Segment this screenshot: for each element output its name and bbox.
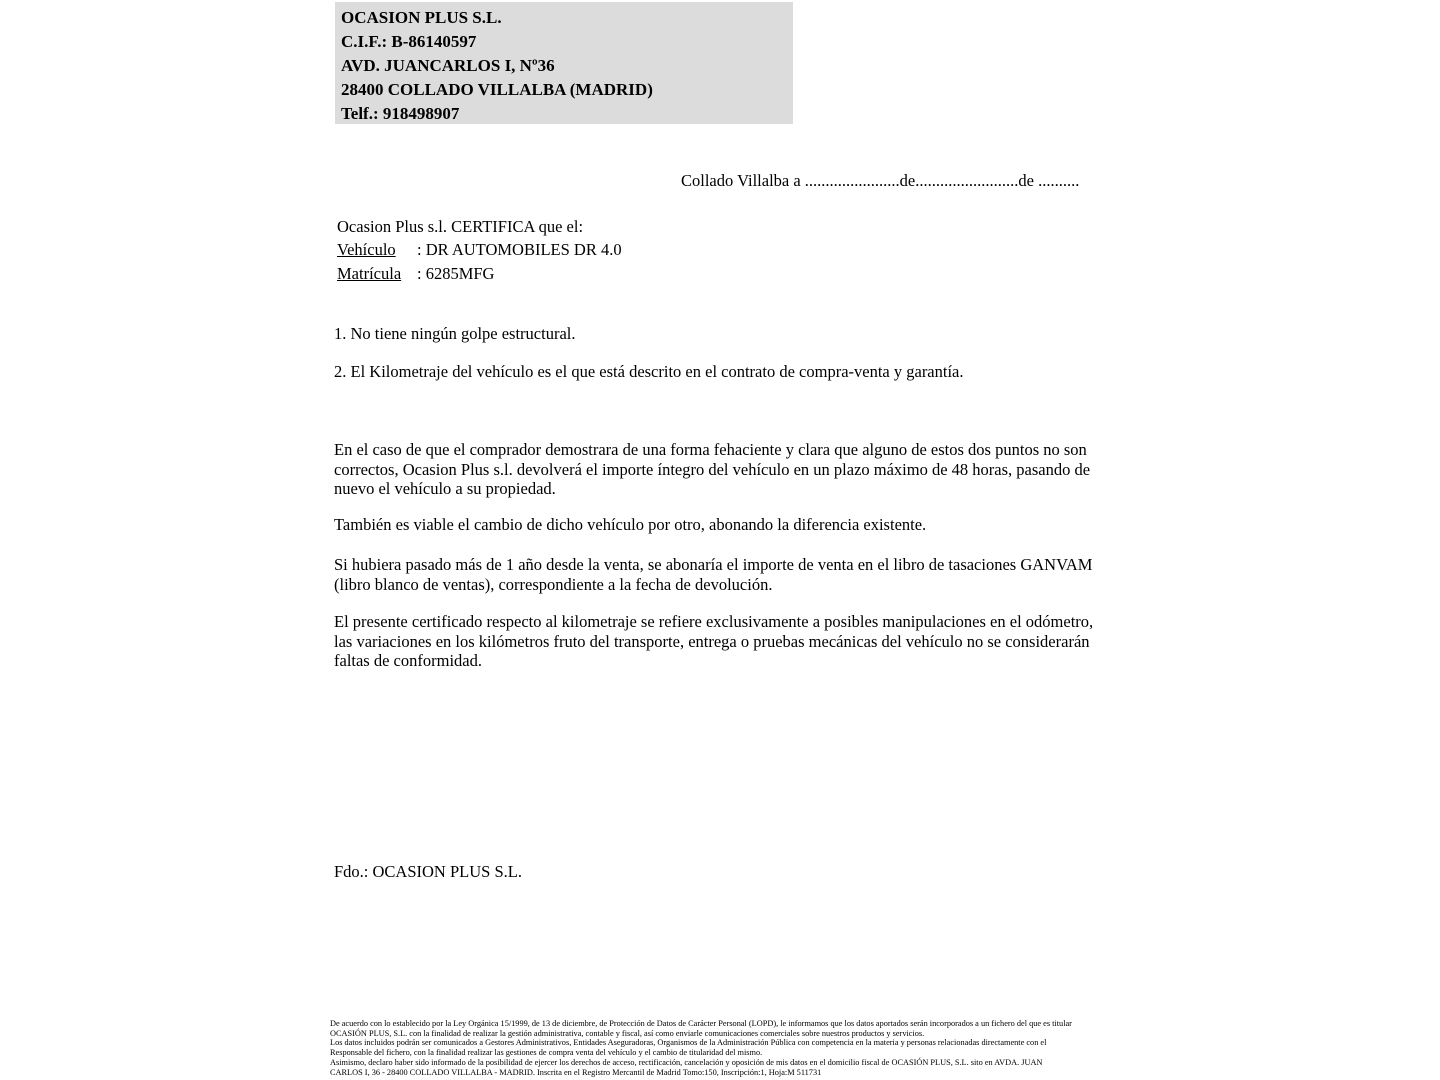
certification-intro: Ocasion Plus s.l. CERTIFICA que el: <box>337 217 584 236</box>
paragraph-ganvam-valuation: Si hubiera pasado más de 1 año desde la venta, se abonaría el importe de venta en el libro de tasaciones GANVAM (libro blanco de ventas), correspondiente a la fecha de devolución. <box>334 555 1093 594</box>
vehicle-value: : DR AUTOMOBILES DR 4.0 <box>417 240 622 260</box>
plate-label-cell <box>337 262 417 285</box>
paragraph-exchange-option: También es viable el cambio de dicho vehículo por otro, abonando la diferencia existente. <box>334 515 927 534</box>
plate-value: : 6285MFG <box>417 263 495 283</box>
certified-point-2: 2. El Kilometraje del vehículo es el que está descrito en el contrato de compra-venta y garantía. <box>334 362 964 381</box>
company-letterhead-box <box>335 2 793 124</box>
plate-label: Matrícula <box>337 263 402 283</box>
paragraph-odometer-scope: El presente certificado respecto al kilometraje se refiere exclusivamente a posibles manipulaciones en el odómetro, las variaciones en los kilómetros fruto del transporte, entrega o pruebas mecánicas del vehículo no se considerarán faltas de conformidad. <box>334 612 1094 671</box>
company-city: 28400 COLLADO VILLALBA (MADRID) <box>341 80 653 99</box>
date-line: Collado Villalba a .......................de.........................de .......... <box>681 171 1080 190</box>
certified-point-1: 1. No tiene ningún golpe estructural. <box>334 324 576 343</box>
certification-block <box>337 215 622 285</box>
plate-row <box>337 262 622 285</box>
vehicle-row <box>337 238 622 261</box>
vehicle-label-cell <box>337 238 417 261</box>
company-name: OCASION PLUS S.L. <box>341 8 502 27</box>
legal-fine-print <box>330 1019 1120 1077</box>
legal-line: De acuerdo con lo establecido por la Ley Orgánica 15/1999, de 13 de diciembre, de Protección de Datos de Carácter Personal (LOPD), le informamos que los datos aportados serán incorporados a un fichero del que es titular <box>330 1019 1072 1028</box>
vehicle-label: Vehículo <box>337 240 396 260</box>
paragraph-refund-guarantee: En el caso de que el comprador demostrara de una forma fehaciente y clara que alguno de estos dos puntos no son correctos, Ocasion Plus s.l. devolverá el importe íntegro del vehículo en un plazo máximo de 48 horas, pasando de nuevo el vehículo a su propiedad. <box>334 440 1091 499</box>
legal-line: Responsable del fichero, con la finalidad realizar las gestiones de compra venta del vehículo y el cambio de titularidad del mismo. <box>330 1048 763 1058</box>
signature-line: Fdo.: OCASION PLUS S.L. <box>334 862 522 881</box>
company-address: AVD. JUANCARLOS I, Nº36 <box>341 56 555 75</box>
legal-line: CARLOS I, 36 - 28400 COLLADO VILLALBA - MADRID. Inscrita en el Registro Mercantil de Madrid Tomo:150, Inscripción:1, Hoja:M 511731 <box>330 1067 822 1077</box>
legal-line: OCASIÓN PLUS, S.L. con la finalidad de realizar la gestión administrativa, contable y fiscal, así como enviarle comunicaciones comerciales sobre nuestros productos y servicios. <box>330 1028 925 1038</box>
legal-line: Los datos incluidos podrán ser comunicados a Gestores Administrativos, Entidades Aseguradoras, Organismos de la Administración Pública con competencia en la materia y personas relacionadas directamente con el <box>330 1038 1047 1048</box>
company-phone: Telf.: 918498907 <box>341 104 460 123</box>
legal-line: Asimismo, declaro haber sido informado de la posibilidad de ejercer los derechos de acceso, rectificación, cancelación y oposición de mis datos en el domicilio fiscal de OCASIÓN PLUS, S.L. sito en AVDA. JUAN <box>330 1057 1043 1067</box>
company-cif: C.I.F.: B-86140597 <box>341 32 477 51</box>
